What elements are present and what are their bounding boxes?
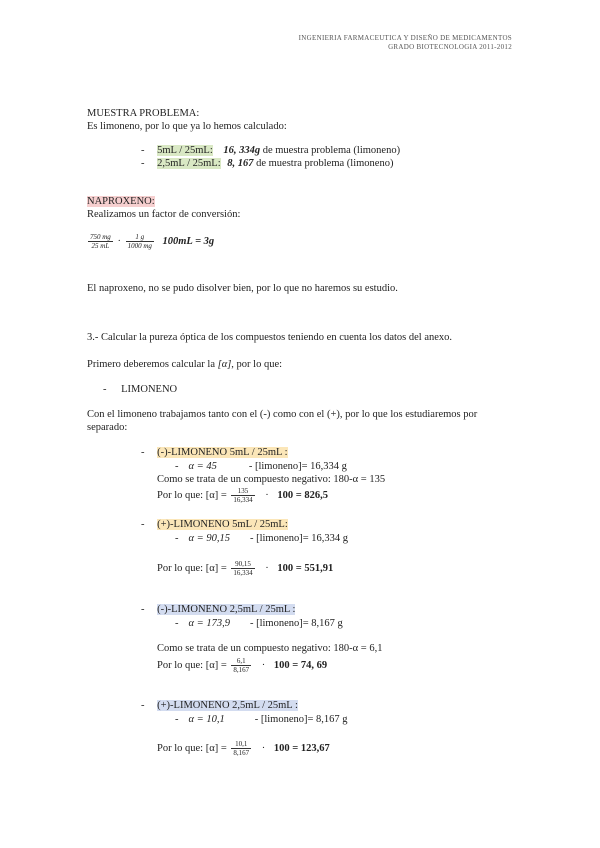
block-1-values: - α = 45 - [limoneno]= 16,334 g bbox=[175, 461, 347, 472]
bullet: - bbox=[103, 384, 107, 395]
dot: · bbox=[117, 235, 121, 247]
fraction-2-den: 1000 mg bbox=[127, 242, 152, 250]
calc-result: 100 = 74, 69 bbox=[273, 659, 328, 671]
section3-para-line1: Con el limoneno trabajamos tanto con el (-) como con el (+), por lo que los estudiaremos por bbox=[87, 409, 478, 420]
block-title: (+)-LIMONENO 2,5mL / 25mL : bbox=[157, 700, 298, 711]
alpha-value: α = 45 bbox=[188, 461, 217, 472]
block-3-title bbox=[141, 604, 295, 615]
frac-num: 135 bbox=[231, 487, 254, 496]
block-1-note: Como se trata de un compuesto negativo: 180-α = 135 bbox=[157, 474, 386, 485]
muestra-title: MUESTRA PROBLEMA: bbox=[87, 108, 200, 119]
bullet: - bbox=[141, 519, 145, 530]
calc-fraction bbox=[231, 560, 254, 577]
calc-fraction bbox=[231, 740, 251, 757]
conc-value: - [limoneno]= 8,167 g bbox=[254, 714, 348, 725]
bullet: - bbox=[141, 145, 145, 156]
conversion-formula bbox=[86, 233, 214, 250]
naproxeno-title: NAPROXENO: bbox=[87, 196, 155, 207]
bullet: - bbox=[141, 604, 145, 615]
block-3-values: - α = 173,9 - [limoneno]= 8,167 g bbox=[175, 618, 343, 629]
fraction-2-num: 1 g bbox=[126, 233, 154, 242]
naproxeno-note: El naproxeno, no se pudo disolver bien, por lo que no haremos su estudio. bbox=[87, 283, 398, 294]
por-label: Por lo que: [α] = bbox=[157, 489, 227, 501]
muestra-item-label: 5mL / 25mL: bbox=[157, 145, 213, 156]
dot: · bbox=[261, 742, 266, 754]
intro-pre: Primero deberemos calcular la bbox=[87, 359, 218, 370]
muestra-item-2 bbox=[141, 158, 393, 169]
por-label: Por lo que: [α] = bbox=[157, 742, 227, 754]
conversion-result: 100mL = 3g bbox=[162, 235, 215, 247]
calc-result: 100 = 826,5 bbox=[277, 489, 328, 501]
frac-num: 6,1 bbox=[231, 657, 251, 666]
block-2-calc bbox=[157, 560, 333, 577]
frac-den: 8,167 bbox=[233, 666, 250, 674]
muestra-item-value: 8, 167 bbox=[227, 158, 254, 169]
conc-value: - [limoneno]= 16,334 g bbox=[248, 461, 347, 472]
muestra-item-rest: de muestra problema (limoneno) bbox=[256, 158, 394, 169]
block-title: (-)-LIMONENO 5mL / 25mL : bbox=[157, 447, 288, 458]
calc-fraction bbox=[231, 487, 254, 504]
block-4-values: - α = 10,1 - [limoneno]= 8,167 g bbox=[175, 714, 348, 725]
block-2-title bbox=[141, 519, 288, 530]
fraction-1 bbox=[88, 233, 113, 250]
limoneno-heading bbox=[103, 384, 177, 395]
calc-fraction bbox=[231, 657, 251, 674]
block-4-title bbox=[141, 700, 298, 711]
fraction-2 bbox=[126, 233, 154, 250]
block-1-title bbox=[141, 447, 288, 458]
alpha-value: α = 90,15 bbox=[188, 533, 230, 544]
alpha-value: α = 10,1 bbox=[188, 714, 225, 725]
dot: · bbox=[265, 562, 269, 574]
frac-num: 90,15 bbox=[231, 560, 254, 569]
frac-den: 8,167 bbox=[233, 749, 250, 757]
por-label: Por lo que: [α] = bbox=[157, 562, 227, 574]
section3-intro bbox=[87, 359, 282, 370]
naproxeno-intro: Realizamos un factor de conversión: bbox=[87, 209, 241, 220]
bullet: - bbox=[141, 447, 145, 458]
fraction-1-den: 25 mL bbox=[91, 242, 110, 250]
muestra-item-label: 2,5mL / 25mL: bbox=[157, 158, 221, 169]
block-3-note: Como se trata de un compuesto negativo: 180-α = 6,1 bbox=[157, 643, 383, 654]
intro-symbol: [α] bbox=[217, 359, 232, 370]
muestra-intro: Es limoneno, por lo que ya lo hemos calculado: bbox=[87, 121, 287, 132]
block-1-calc bbox=[157, 487, 328, 504]
bullet: - bbox=[141, 700, 145, 711]
fraction-1-num: 750 mg bbox=[90, 233, 111, 241]
block-4-calc bbox=[157, 740, 330, 757]
dot: · bbox=[261, 659, 266, 671]
intro-post: , por lo que: bbox=[231, 359, 283, 370]
block-2-values: - α = 90,15 - [limoneno]= 16,334 g bbox=[175, 533, 349, 544]
frac-num: 10,1 bbox=[231, 740, 251, 749]
block-title: (-)-LIMONENO 2,5mL / 25mL : bbox=[157, 604, 296, 615]
alpha-value: α = 173,9 bbox=[188, 618, 230, 629]
muestra-item-1 bbox=[141, 145, 400, 156]
limoneno-label: LIMONENO bbox=[121, 384, 178, 395]
muestra-item-value: 16, 334g bbox=[223, 145, 261, 156]
calc-result: 100 = 123,67 bbox=[273, 742, 330, 754]
calc-result: 100 = 551,91 bbox=[277, 562, 334, 574]
section3-para-line2: separado: bbox=[87, 422, 128, 433]
block-title: (+)-LIMONENO 5mL / 25mL: bbox=[157, 519, 288, 530]
naproxeno-title-wrap bbox=[87, 196, 155, 207]
conc-value: - [limoneno]= 8,167 g bbox=[249, 618, 343, 629]
muestra-item-rest: de muestra problema (limoneno) bbox=[262, 145, 401, 156]
conc-value: - [limoneno]= 16,334 g bbox=[249, 533, 349, 544]
bullet: - bbox=[141, 158, 145, 169]
frac-den: 16,334 bbox=[233, 569, 253, 577]
header-line-1: INGENIERIA FARMACEUTICA Y DISEÑO DE MEDICAMENTOS bbox=[298, 34, 512, 42]
section3-title: 3.- Calcular la pureza óptica de los compuestos teniendo en cuenta los datos del anexo. bbox=[87, 332, 453, 343]
dot: · bbox=[265, 489, 269, 501]
frac-den: 16,334 bbox=[233, 496, 253, 504]
block-3-calc bbox=[157, 657, 327, 674]
header-line-2: GRADO BIOTECNOLOGIA 2011-2012 bbox=[388, 43, 512, 51]
por-label: Por lo que: [α] = bbox=[157, 659, 227, 671]
